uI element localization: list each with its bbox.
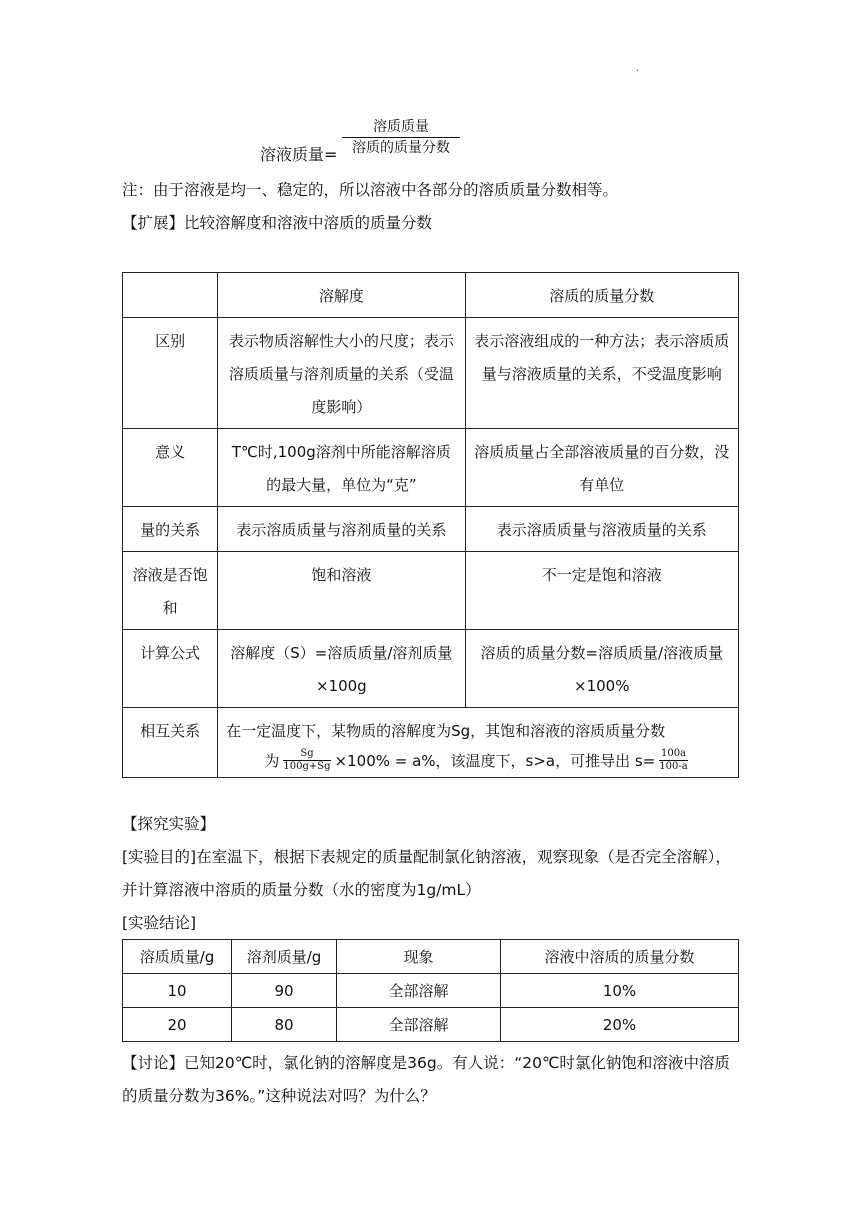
row-label: 相互关系 xyxy=(123,708,218,778)
fraction-bar xyxy=(342,137,460,138)
table-row xyxy=(123,429,739,507)
formula-fraction xyxy=(342,118,460,157)
mass-fraction-cell: 溶质的质量分数=溶质质量/溶液质量×100% xyxy=(465,630,738,708)
table-cell: 10% xyxy=(501,974,739,1008)
mass-fraction-cell: 表示溶液组成的一种方法；表示溶质质量与溶液质量的关系，不受温度影响 xyxy=(465,318,738,429)
page-marker: · xyxy=(636,66,640,77)
table-row xyxy=(123,318,739,429)
table-row xyxy=(123,974,739,1008)
table-cell: 全部溶解 xyxy=(337,1008,501,1042)
table-header-row xyxy=(123,273,739,318)
fraction-numerator: Sg xyxy=(300,748,314,759)
fraction-denominator: 100-a xyxy=(659,761,688,772)
table-header-cell: 溶质的质量分数 xyxy=(465,273,738,318)
relation-cell xyxy=(218,708,739,778)
table-row xyxy=(123,552,739,630)
experiment-conclusion: [实验结论] xyxy=(122,914,197,932)
table-row xyxy=(123,1008,739,1042)
table-header-cell xyxy=(123,273,218,318)
fraction-denominator: 100g+Sg xyxy=(283,761,331,772)
row-label: 区别 xyxy=(123,318,218,429)
solubility-cell: T℃时,100g溶剂中所能溶解溶质的最大量，单位为“克” xyxy=(218,429,465,507)
solubility-cell: 溶解度（S）=溶质质量/溶剂质量×100g xyxy=(218,630,465,708)
mass-fraction-cell: 不一定是饱和溶液 xyxy=(465,552,738,630)
solubility-fraction xyxy=(659,748,687,773)
row-label: 量的关系 xyxy=(123,507,218,552)
mass-fraction-cell: 溶质质量占全部溶液质量的百分数，没有单位 xyxy=(465,429,738,507)
relation-line2 xyxy=(226,748,730,773)
experiment-table xyxy=(122,939,739,1042)
table-cell: 20% xyxy=(501,1008,739,1042)
table-cell: 10 xyxy=(123,974,232,1008)
solution-mass-formula xyxy=(260,118,480,164)
table-header-cell: 溶剂质量/g xyxy=(232,940,337,974)
table-header-row xyxy=(123,940,739,974)
discussion-paragraph: 【讨论】已知20℃时，氯化钠的溶解度是36g。有人说：“20℃时氯化钠饱和溶液中溶质的质量分数为36%。”这种说法对吗？为什么？ xyxy=(122,1054,730,1105)
solubility-cell: 表示溶质质量与溶剂质量的关系 xyxy=(218,507,465,552)
table-header-cell: 现象 xyxy=(337,940,501,974)
extension-title: 【扩展】比较溶解度和溶液中溶质的质量分数 xyxy=(122,214,433,232)
relation-prefix: 为 xyxy=(264,751,280,770)
table-cell: 90 xyxy=(232,974,337,1008)
comparison-table xyxy=(122,272,739,778)
table-row xyxy=(123,630,739,708)
percent-fraction xyxy=(283,748,330,773)
row-label: 溶液是否饱和 xyxy=(123,552,218,630)
note-paragraph: 注：由于溶液是均一、稳定的，所以溶液中各部分的溶质质量分数相等。 xyxy=(122,181,619,199)
table-cell: 20 xyxy=(123,1008,232,1042)
table-header-cell: 溶液中溶质的质量分数 xyxy=(501,940,739,974)
table-cell: 80 xyxy=(232,1008,337,1042)
formula-denominator: 溶质的质量分数 xyxy=(352,140,450,156)
table-header-cell: 溶质质量/g xyxy=(123,940,232,974)
solubility-cell: 饱和溶液 xyxy=(218,552,465,630)
experiment-title: 【探究实验】 xyxy=(122,815,216,833)
relation-line1: 在一定温度下，某物质的溶解度为Sg，其饱和溶液的溶质质量分数 xyxy=(226,722,666,740)
table-row xyxy=(123,708,739,778)
experiment-purpose: [实验目的]在室温下，根据下表规定的质量配制氯化钠溶液，观察现象（是否完全溶解），并计算溶液中溶质的质量分数（水的密度为1g/mL） xyxy=(122,848,731,899)
mass-fraction-cell: 表示溶质质量与溶液质量的关系 xyxy=(465,507,738,552)
table-header-cell: 溶解度 xyxy=(218,273,465,318)
formula-lhs: 溶液质量= xyxy=(260,145,338,164)
solubility-cell: 表示物质溶解性大小的尺度；表示溶质质量与溶剂质量的关系（受温度影响） xyxy=(218,318,465,429)
row-label: 计算公式 xyxy=(123,630,218,708)
fraction-numerator: 100a xyxy=(660,748,687,759)
relation-middle: ×100% = a%，该温度下，s>a，可推导出 s= xyxy=(334,751,656,770)
table-row xyxy=(123,507,739,552)
row-label: 意义 xyxy=(123,429,218,507)
formula-numerator: 溶质质量 xyxy=(373,119,429,135)
table-cell: 全部溶解 xyxy=(337,974,501,1008)
